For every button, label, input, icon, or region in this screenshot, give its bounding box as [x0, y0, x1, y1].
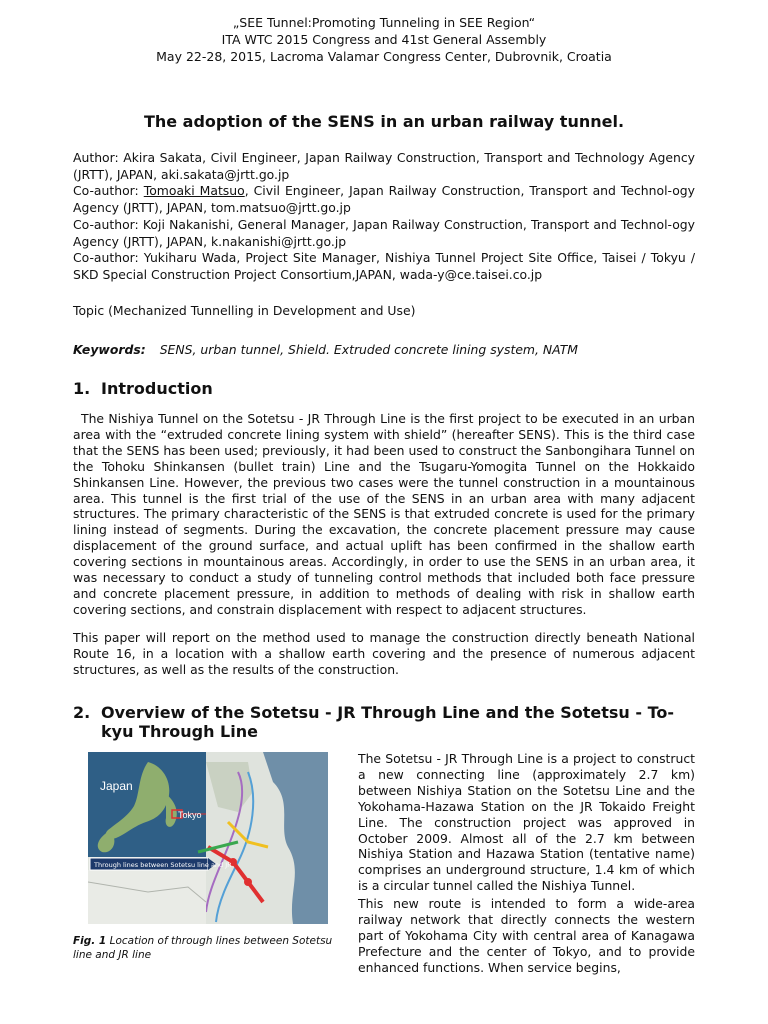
section-1-number: 1. [73, 379, 91, 398]
caption-label: Fig. 1 [73, 935, 107, 947]
keywords [73, 342, 695, 359]
keywords-label: Keywords: [73, 342, 146, 357]
header-line-1: „SEE Tunnel:Promoting Tunneling in SEE Region“ [232, 15, 536, 30]
header-line-3: May 22-28, 2015, Lacroma Valamar Congress Center, Dubrovnik, Croatia [156, 49, 612, 64]
section-2-heading [73, 703, 695, 741]
intro-paragraph-1: The Nishiya Tunnel on the Sotetsu - JR Through Line is the first project to be executed in an urban area with the “extruded concrete lining system with shield” (hereafter SENS). This is the third case that the SENS has been used; previously, it had been used to construct the Sanbongihara Tunnel on the Tohoku Shinkansen (bullet train) Line and the Tsugaru-Yomogita Tunnel on the Hokkaido Shinkansen Line. However, the previous two cases were the tunnel construction in a mountainous area. This tunnel is the first trial of the use of the SENS in an urban area with many adjacent structures. The primary characteristic of the SENS is that extruded concrete is used for the primary lining instead of segments. During the excavation, the concrete placement pressure may cause displacement of the ground surface, and actual uplift has been confirmed in the shallow earth covering sections in mountainous areas. Accordingly, in order to use the SENS in an urban area, it was necessary to conduct a study of tunneling control methods that included both face pressure and concrete placement pressure, in addition to methods of dealing with risk in shallow earth covering sections, and constrain displacement with respect to adjacent structures. [73, 411, 695, 617]
section-2-title-line-2: kyu Through Line [101, 722, 258, 741]
conference-header [0, 14, 768, 65]
section-1-heading [73, 379, 213, 398]
header-line-2: ITA WTC 2015 Congress and 41st General Assembly [221, 32, 547, 47]
figure-label-tokyo: Tokyo [178, 810, 202, 820]
author-1: Author: Akira Sakata, Civil Engineer, Japan Railway Construction, Transport and Technology Agency (JRTT), JAPAN, aki.sakata@jrtt.go.jp [73, 150, 695, 182]
paper-title: The adoption of the SENS in an urban railway tunnel. [143, 112, 625, 131]
figure-1-map [88, 752, 328, 924]
figure-label-japan: Japan [100, 779, 133, 793]
keywords-text: SENS, urban tunnel, Shield. Extruded concrete lining system, NATM [159, 342, 578, 357]
section-2-paragraph-1: The Sotetsu - JR Through Line is a project to construct a new connecting line (approximately 2.7 km) between Nishiya Station on the Sotetsu Line and the Yokohama-Hazawa Station on the JR Tokaido Freight Line. The construction project was approved in October 2009. Almost all of the 2.7 km between Nishiya Station and Hazawa Station (tentative name) comprises an underground structure, 1.4 km of which is a circular tunnel called the Nishiya Tunnel. [358, 751, 695, 894]
author-list [73, 150, 695, 284]
author-2 [73, 183, 695, 216]
author-4: Co-author: Yukiharu Wada, Project Site Manager, Nishiya Tunnel Project Site Office, Taisei / Tokyu / SKD Special Construction Project Consortium,JAPAN, wada-y@ce.taisei.co.jp [73, 250, 695, 282]
figure-1-caption [73, 934, 345, 962]
author-2-details: , Civil Engineer, Japan Railway Construction, Transport and Technol-ogy Agency (JRTT), JAPAN, tom.matsuo@jrtt.go.jp [73, 183, 695, 216]
section-2-paragraph-2: This new route is intended to form a wide-area railway network that directly connects the western part of Yokohama City with central area of Kanagawa Prefecture and the center of Tokyo, and to provide enhanced functions. When service begins, [358, 896, 695, 975]
figure-banner-text: Through lines between Sotetsu line and JR [94, 861, 232, 869]
caption-text: Location of through lines between Sotetsu line and JR line [73, 935, 333, 961]
author-3: Co-author: Koji Nakanishi, General Manager, Japan Railway Construction, Transport and Technol-ogy Agency (JRTT), JAPAN, k.nakanishi@jrtt.go.jp [73, 216, 695, 249]
section-1-title: Introduction [101, 379, 213, 398]
map-illustration [88, 752, 328, 924]
author-2-prefix: Co-author: [73, 183, 144, 199]
section-2-number: 2. [73, 703, 91, 722]
author-2-name: Tomoaki Matsuo [143, 183, 245, 199]
topic: Topic (Mechanized Tunnelling in Development and Use) [73, 303, 416, 318]
intro-paragraph-2: This paper will report on the method used to manage the construction directly beneath National Route 16, in a location with a shallow earth covering and the presence of numerous adjacent structures, as well as the results of the construction. [73, 630, 695, 677]
section-2-title-line-1: Overview of the Sotetsu - JR Through Line and the Sotetsu - To- [101, 703, 675, 722]
